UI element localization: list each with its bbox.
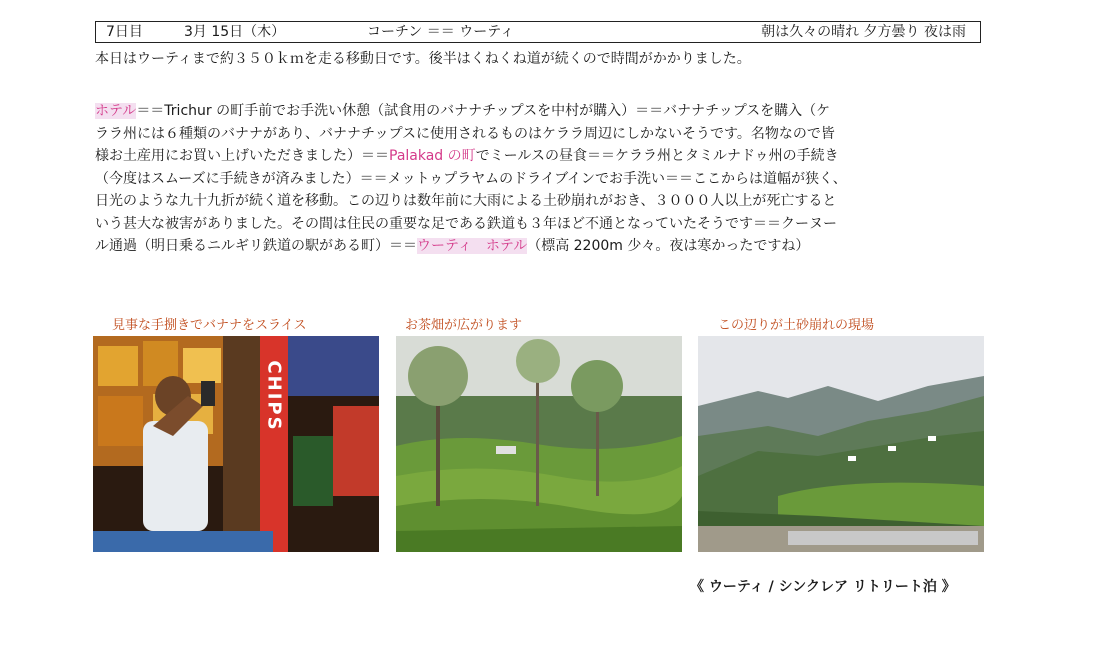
body-line-1 — [95, 100, 1000, 123]
intro-text: 本日はウーティまで約３５０ｋｍを走る移動日です。後半はくねくね道が続くので時間がかかりました。 — [95, 51, 751, 67]
body-text-1: ＝＝Trichur の町手前でお手洗い休憩（試食用のバナナチップスを中村が購入）＝＝バナナチップスを購入（ケ — [136, 103, 831, 119]
accommodation-note: 《 ウーティ / シンクレア リトリート泊 》 — [690, 579, 956, 595]
body-line-4: （今度はスムーズに手続きが済みました）＝＝メットゥプラヤムのドライブインでお手洗い＝＝ここからは道幅が狭く、 — [95, 170, 847, 187]
hotel-label-2: ホテル — [485, 238, 528, 254]
body-line-6: いう甚大な被害がありました。その間は住民の重要な足である鉄道も３年ほど不通となっていたそうです＝＝クーヌー — [95, 215, 837, 232]
photo-caption-2: お茶畑が広がります — [405, 318, 523, 333]
photo-caption-1: 見事な手捌きでバナナをスライス — [112, 318, 307, 333]
body-line-5: 日光のような九十九折が続く道を移動。この辺りは数年前に大雨による土砂崩れがおき、３０００人以上が死亡すると — [95, 193, 837, 209]
body-line-2: ララ州には６種類のバナナがあり、バナナチップスに使用されるものはケララ周辺にしかないそうです。名物なので皆 — [95, 125, 835, 142]
body-text-7b: （標高 2200m 少々。夜は寒かったですね） — [527, 238, 810, 254]
photo-landslide-site — [698, 336, 984, 552]
itinerary-body — [95, 100, 1000, 258]
body-text-3b: でミールスの昼食＝＝ケララ州とタミルナドゥ州の手続き — [475, 148, 839, 164]
photo-banana-chips-vendor — [93, 336, 379, 552]
body-text-7a: ル通過（明日乗るニルギリ鉄道の駅がある町）＝＝ — [95, 238, 417, 254]
ooty-label: ウーティ — [417, 238, 472, 254]
hotel-label: ホテル — [95, 103, 137, 119]
route: コーチン ＝＝ ウーティ — [367, 24, 515, 40]
weather: 朝は久々の晴れ 夕方曇り 夜は雨 — [761, 24, 966, 40]
chips-sign: CHIPS — [263, 360, 285, 432]
day-header — [95, 21, 981, 43]
day-number: 7日目 — [106, 24, 143, 40]
palakad-town: Palakad の町 — [389, 148, 476, 164]
date: 3月 15日（木） — [184, 24, 286, 40]
photo-tea-plantation — [396, 336, 682, 552]
body-line-3 — [95, 145, 1000, 168]
photo-caption-3: この辺りが土砂崩れの現場 — [718, 318, 875, 333]
body-text-3a: 様お土産用にお買い上げいただきました）＝＝ — [95, 148, 389, 164]
body-line-7 — [95, 235, 1000, 258]
